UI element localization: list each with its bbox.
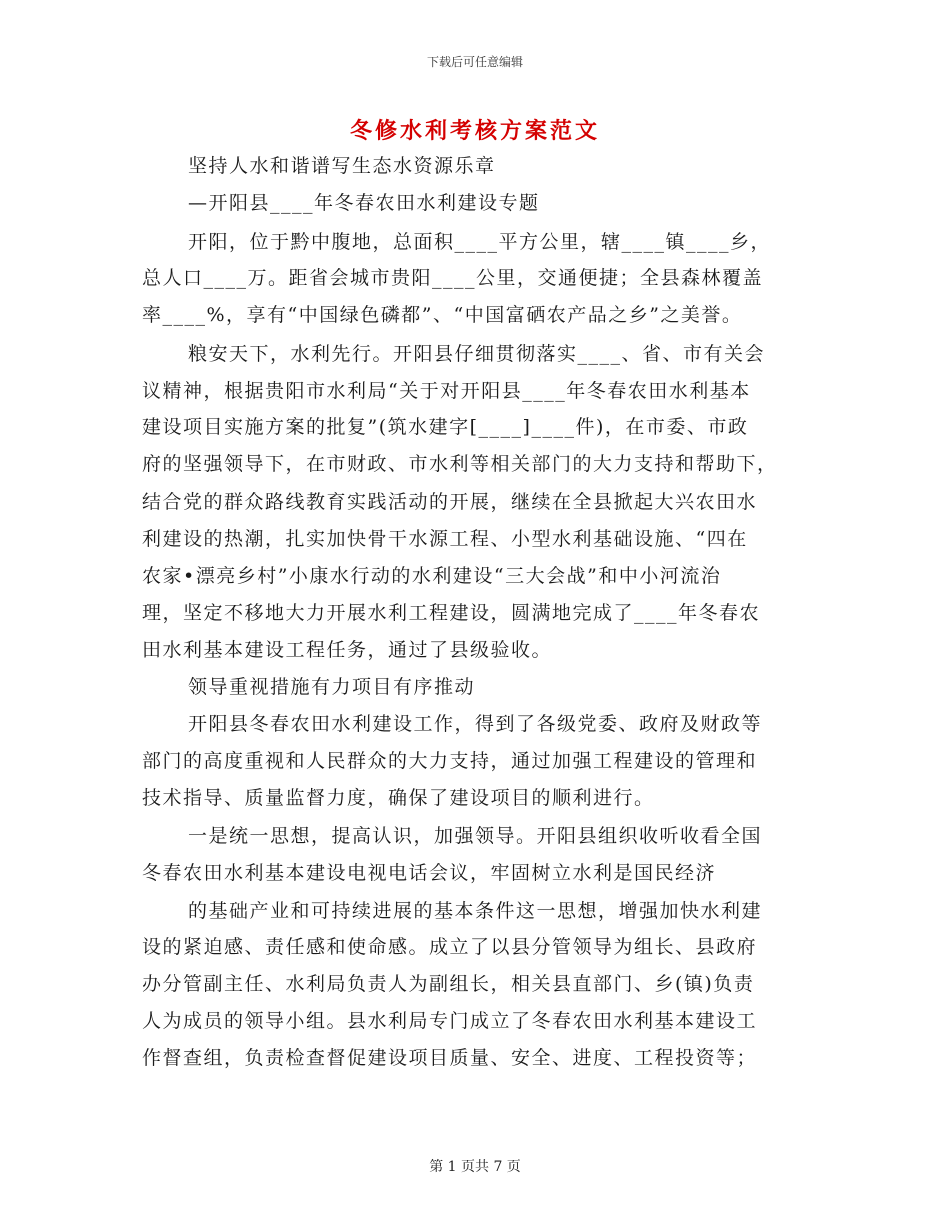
body-line: 总人口____万。距省会城市贵阳____公里，交通便捷；全县森林覆盖: [142, 267, 764, 289]
body-line: 利建设的热潮，扎实加快骨干水源工程、小型水利基础设施、“四在: [142, 528, 748, 550]
document-title: 冬修水利考核方案范文: [349, 118, 600, 144]
body-line: 办分管副主任、水利局负责人为副组长，相关县直部门、乡(镇)负责: [142, 973, 755, 995]
page-footer: 第 1 页共 7 页: [429, 1159, 521, 1175]
body-line: 农家•漂亮乡村”小康水行动的水利建设“三大会战”和中小河流治: [142, 565, 722, 587]
body-line: 人为成员的领导小组。县水利局专门成立了冬春农田水利基本建设工: [142, 1010, 758, 1032]
body-line: 作督查组，负责检查督促建设项目质量、安全、进度、工程投资等；: [142, 1047, 758, 1069]
body-line: 议精神，根据贵阳市水利局“关于对开阳县____年冬春农田水利基本: [142, 380, 751, 402]
body-line: 开阳县冬春农田水利建设工作，得到了各级党委、政府及财政等: [188, 713, 763, 735]
section-heading: 领导重视措施有力项目有序推动: [188, 676, 476, 698]
body-line: 府的坚强领导下，在市财政、市水利等相关部门的大力支持和帮助下，: [142, 453, 778, 475]
body-line: 冬春农田水利基本建设电视电话会议，牢固树立水利是国民经济: [142, 862, 717, 884]
body-line: 坚持人水和谐谱写生态水资源乐章: [188, 155, 496, 177]
body-line: 技术指导、质量监督力度，确保了建设项目的顺利进行。: [142, 787, 655, 809]
body-line: 田水利基本建设工程任务，通过了县级验收。: [142, 639, 553, 661]
body-line: 粮安天下，水利先行。开阳县仔细贯彻落实____、省、市有关会: [188, 343, 766, 365]
body-line: 部门的高度重视和人民群众的大力支持，通过加强工程建设的管理和: [142, 750, 758, 772]
body-line: 的基础产业和可持续进展的基本条件这一思想，增强加快水利建: [188, 900, 763, 922]
body-line: 结合党的群众路线教育实践活动的开展，继续在全县掀起大兴农田水: [142, 491, 758, 513]
header-note: 下载后可任意编辑: [426, 55, 523, 69]
body-line: 一是统一思想，提高认识，加强领导。开阳县组织收听收看全国: [188, 825, 763, 847]
body-line: 率____%，享有“中国绿色磷都”、“中国富硒农产品之乡”之美誉。: [142, 304, 743, 326]
body-line: 开阳，位于黔中腹地，总面积____平方公里，辖____镇____乡，: [188, 231, 772, 253]
body-line: —开阳县____年冬春农田水利建设专题: [188, 192, 540, 214]
body-line: 设的紧迫感、责任感和使命感。成立了以县分管领导为组长、县政府: [142, 936, 758, 958]
body-line: 理，坚定不移地大力开展水利工程建设，圆满地完成了____年冬春农: [142, 602, 761, 624]
body-line: 建设项目实施方案的批复”(筑水建字[____]____件)，在市委、市政: [142, 416, 749, 438]
